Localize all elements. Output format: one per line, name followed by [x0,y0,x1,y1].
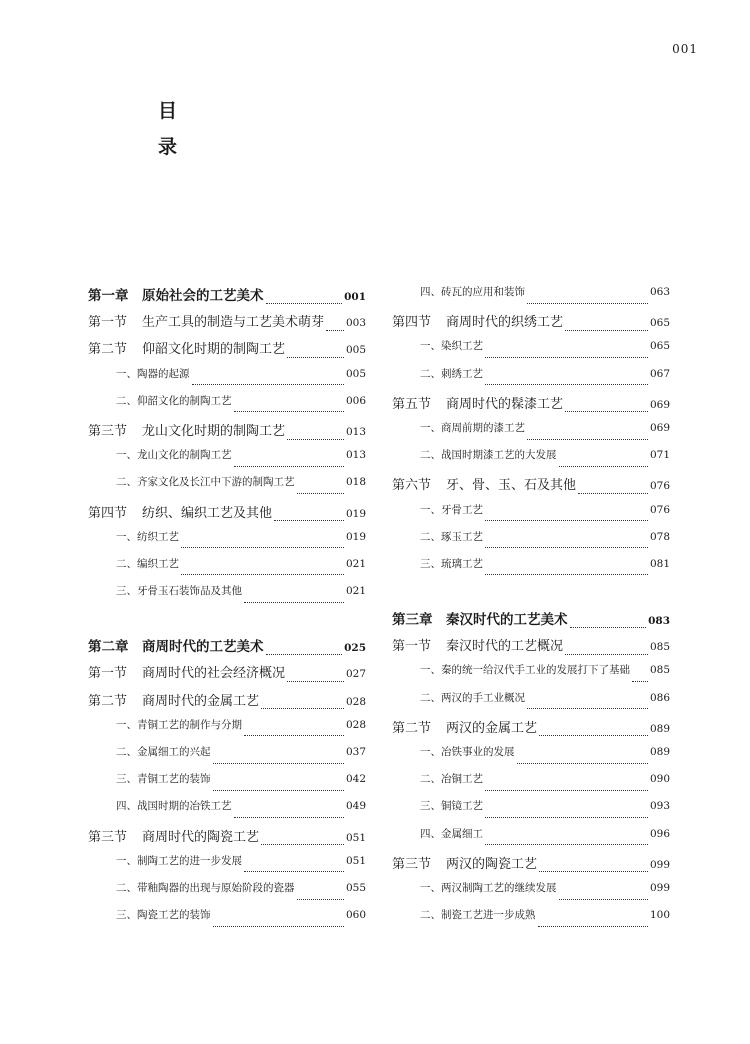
toc-entry-prefix: 一、 [420,503,441,516]
toc-entry-section[interactable] [88,338,366,365]
dot-leader [578,492,648,494]
toc-entry-label: 冶铁事业的发展 [441,746,515,758]
dot-leader [213,762,344,764]
toc-entry-page: 099 [649,881,670,894]
dot-leader [181,573,344,575]
toc-entry-chapter[interactable] [88,284,366,311]
dot-leader [539,734,648,736]
toc-entry-section[interactable] [392,717,670,744]
toc-entry-prefix: 第四节 [88,505,128,521]
dot-leader [485,789,648,791]
toc-entry-section[interactable] [392,635,670,662]
dot-leader [287,680,344,682]
toc-entry-label: 齐家文化及长江中下游的制陶工艺 [137,476,295,489]
toc-entry-page: 021 [345,585,366,598]
toc-entry-prefix: 一、 [116,367,137,380]
dot-leader [287,356,344,358]
dot-leader [485,573,648,575]
dot-leader [234,465,344,467]
toc-entry-label: 纺织工艺 [137,530,179,543]
toc-entry-page: 076 [649,503,670,516]
toc-entry-label: 龙山文化的制陶工艺 [137,449,232,462]
toc-entry-section[interactable] [392,393,670,420]
dot-leader [297,492,344,494]
toc-entry-sub[interactable] [392,366,670,393]
toc-entry-prefix: 第五节 [392,396,432,412]
toc-entry-sub[interactable] [392,662,670,689]
toc-entry-label: 金属细工的兴起 [137,746,211,758]
dot-leader [632,680,648,682]
toc-entry-sub[interactable] [392,826,670,853]
toc-entry-sub[interactable] [392,798,670,825]
dot-leader [527,438,648,440]
toc-entry-page: 099 [649,858,670,871]
toc-entry-label: 琉璃工艺 [441,557,483,570]
toc-entry-page: 013 [345,425,366,438]
toc-entry-label: 刺绣工艺 [441,367,483,380]
dot-leader [527,707,648,709]
toc-entry-label: 陶瓷工艺的装饰 [137,909,211,922]
toc-entry-label: 商周时代的金属工艺 [142,693,260,709]
toc-entry-sub[interactable] [392,502,670,529]
toc-entry-prefix: 一、 [116,530,137,543]
toc-entry-page: 025 [344,642,366,655]
toc-entry-sub[interactable] [392,556,670,583]
dot-leader [192,383,344,385]
dot-leader [261,707,344,709]
dot-leader [559,898,648,900]
toc-entry-label: 商周时代的陶瓷工艺 [142,829,260,845]
toc-entry-section[interactable] [88,690,366,717]
dot-leader [266,302,343,304]
toc-entry-label: 生产工具的制造与工艺美术萌芽 [142,315,325,331]
toc-entry-prefix: 二、 [420,773,441,786]
toc-entry-prefix: 四、 [116,800,137,813]
toc-entry-page: 093 [649,800,670,813]
toc-entry-page: 089 [649,746,670,758]
toc-entry-prefix: 一、 [420,746,441,758]
toc-entry-chapter[interactable] [88,635,366,662]
dot-leader [485,519,648,521]
toc-entry-sub[interactable] [88,447,366,474]
toc-entry-label: 牙骨玉石装饰品及其他 [137,585,242,598]
toc-entry-prefix: 第三节 [88,423,128,439]
toc-entry-label: 青铜工艺的制作与分期 [137,718,242,731]
toc-entry-label: 陶器的起源 [137,367,190,380]
toc-entry-chapter[interactable] [392,608,670,635]
toc-entry-page: 065 [649,340,670,353]
toc-entry-sub[interactable] [88,798,366,825]
toc-entry-sub[interactable] [392,744,670,771]
toc-entry-page: 083 [648,615,670,628]
toc-entry-label: 制陶工艺的进一步发展 [137,854,242,867]
toc-entry-label: 商周时代的髹漆工艺 [446,396,564,412]
toc-entry-page: 081 [649,557,670,570]
toc-entry-label: 青铜工艺的装饰 [137,773,211,786]
dot-leader [570,626,647,628]
toc-entry-label: 商周前期的漆工艺 [441,421,525,434]
toc-entry-sub[interactable] [88,717,366,744]
toc-entry-label: 编织工艺 [137,557,179,570]
toc-entry-page: 005 [345,367,366,380]
toc-entry-page: 021 [345,557,366,570]
toc-entry-sub[interactable] [392,284,670,311]
toc-entry-prefix: 第二节 [392,720,432,736]
toc-entry-page: 037 [345,746,366,758]
toc-entry-page: 076 [649,480,670,493]
toc-entry-prefix: 一、 [116,449,137,462]
toc-entry-prefix: 第二节 [88,693,128,709]
toc-entry-prefix: 三、 [116,773,137,786]
toc-entry-prefix: 三、 [420,557,441,570]
dot-leader [234,816,344,818]
toc-entry-prefix: 第二节 [88,342,128,358]
toc-entry-label: 两汉的手工业概况 [441,691,525,704]
toc-entry-prefix: 一、 [420,421,441,434]
toc-entry-sub[interactable] [392,338,670,365]
dot-leader [244,734,344,736]
toc-entry-sub[interactable] [392,907,670,934]
toc-entry-sub[interactable] [88,393,366,420]
toc-entry-label: 铜镜工艺 [441,800,483,813]
toc-entry-page: 027 [345,668,366,681]
toc-entry-page: 069 [649,421,670,434]
toc-entry-page: 013 [345,449,366,462]
toc-entry-page: 086 [649,691,670,704]
toc-entry-label: 商周时代的织绣工艺 [446,315,564,331]
toc-entry-prefix: 三、 [116,909,137,922]
toc-entry-label: 金属细工 [441,827,483,840]
toc-entry-prefix: 二、 [116,557,137,570]
dot-leader [274,519,344,521]
toc-entry-sub[interactable] [88,583,366,610]
dot-leader [287,438,344,440]
toc-entry-prefix: 第三节 [88,829,128,845]
dot-leader [517,762,648,764]
toc-entry-label: 商周时代的社会经济概况 [142,666,286,682]
toc-title-char-2: 录 [158,136,178,158]
toc-entry-label: 龙山文化时期的制陶工艺 [142,423,286,439]
toc-entry-page: 071 [649,449,670,462]
toc-entry-page: 019 [345,530,366,543]
dot-leader [297,898,344,900]
dot-leader [244,870,344,872]
toc-entry-prefix: 二、 [116,746,137,758]
dot-leader [261,843,344,845]
toc-entry-page: 085 [649,641,670,654]
dot-leader [266,653,343,655]
toc-entry-label: 染织工艺 [441,340,483,353]
toc-entry-page: 001 [344,291,366,303]
dot-leader [527,302,648,304]
toc-entry-label: 琢玉工艺 [441,530,483,543]
toc-entry-label: 制瓷工艺进一步成熟 [441,909,536,922]
dot-leader [181,546,344,548]
dot-leader [538,925,648,927]
toc-entry-section[interactable] [88,502,366,529]
toc-entry-prefix: 第二章 [88,639,129,656]
dot-leader [326,329,344,331]
toc-entry-page: 060 [345,909,366,922]
toc-entry-label: 秦汉时代的工艺美术 [446,612,568,629]
dot-leader [485,546,648,548]
toc-entry-label: 秦的统一给汉代手工业的发展打下了基础 [441,664,630,677]
toc-entry-page: 003 [345,317,366,330]
toc-entry-prefix: 二、 [116,881,137,894]
toc-entry-sub[interactable] [88,556,366,583]
toc-entry-sub[interactable] [392,447,670,474]
dot-leader [539,870,648,872]
toc-entry-page: 051 [345,831,366,844]
dot-leader [244,601,344,603]
dot-leader [485,356,648,358]
toc-entry-section[interactable] [392,853,670,880]
dot-leader [485,383,648,385]
toc-entry-sub[interactable] [88,744,366,771]
toc-entry-prefix: 二、 [420,367,441,380]
toc-entry-page: 018 [345,476,366,489]
toc-title-char-1: 目 [158,100,178,122]
toc-entry-label: 战国时期漆工艺的大发展 [441,449,557,462]
toc-entry-label: 冶铜工艺 [441,773,483,786]
dot-leader [559,465,648,467]
toc-entry-prefix: 二、 [420,530,441,543]
toc-entry-page: 069 [649,398,670,411]
toc-entry-page: 100 [649,909,670,922]
toc-entry-page: 055 [345,881,366,894]
toc-entry-label: 原始社会的工艺美术 [142,288,264,304]
toc-entry-prefix: 四、 [420,827,441,840]
toc-entry-sub[interactable] [88,771,366,798]
toc-entry-label: 牙、骨、玉、石及其他 [446,478,577,494]
toc-entry-label: 砖瓦的应用和装饰 [441,286,525,298]
toc-entry-page: 028 [345,695,366,708]
toc-entry-page: 089 [649,722,670,735]
toc-entry-page: 049 [345,800,366,813]
toc-entry-sub[interactable] [392,529,670,556]
dot-leader [213,789,344,791]
dot-leader [485,843,648,845]
toc-entry-label: 两汉的金属工艺 [446,720,538,736]
toc-entry-label: 秦汉时代的工艺概况 [446,639,564,655]
toc-entry-sub[interactable] [88,366,366,393]
toc-entry-prefix: 第一节 [88,666,128,682]
toc-entry-page: 090 [649,773,670,786]
toc-entry-label: 两汉制陶工艺的继续发展 [441,881,557,894]
dot-leader [565,329,648,331]
toc-entry-page: 051 [345,854,366,867]
toc-entry-section[interactable] [88,662,366,689]
toc-entry-prefix: 第三节 [392,856,432,872]
toc-column-left [88,284,366,934]
toc-entry-prefix: 二、 [420,449,441,462]
toc-entry-prefix: 一、 [420,881,441,894]
toc-entry-section[interactable] [392,311,670,338]
dot-leader [565,653,648,655]
toc-entry-label: 两汉的陶瓷工艺 [446,856,538,872]
toc-entry-page: 096 [649,827,670,840]
page-number: 001 [672,42,698,56]
toc-column-right [392,284,670,934]
toc-entry-page: 006 [345,394,366,407]
toc-entry-prefix: 第六节 [392,478,432,494]
toc-entry-label: 牙骨工艺 [441,503,483,516]
toc-entry-prefix: 一、 [420,340,441,353]
dot-leader [213,925,344,927]
toc-entry-prefix: 二、 [420,691,441,704]
toc-entry-sub[interactable] [392,690,670,717]
toc-entry-sub[interactable] [88,853,366,880]
toc-entry-prefix: 二、 [116,476,137,489]
toc-entry-label: 商周时代的工艺美术 [142,639,264,656]
toc-entry-section[interactable] [88,420,366,447]
toc-entry-sub[interactable] [88,529,366,556]
toc-entry-label: 仰韶文化时期的制陶工艺 [142,342,286,358]
toc-entry-page: 078 [649,530,670,543]
toc-entry-prefix: 一、 [420,664,441,677]
toc-entry-prefix: 三、 [116,585,137,598]
toc-entry-prefix: 三、 [420,800,441,813]
toc-entry-page: 063 [649,286,670,298]
toc-entry-section[interactable] [392,474,670,501]
toc-entry-prefix: 二、 [420,909,441,922]
toc-entry-prefix: 四、 [420,286,441,298]
toc-entry-page: 042 [345,773,366,786]
toc-entry-label: 带釉陶器的出现与原始阶段的瓷器 [137,881,295,894]
toc-entry-page: 019 [345,507,366,520]
toc-entry-sub[interactable] [88,474,366,501]
toc-entry-prefix: 第一章 [88,288,129,304]
toc-entry-prefix: 第三章 [392,612,433,629]
toc-entry-page: 065 [649,317,670,330]
toc-entry-label: 纺织、编织工艺及其他 [142,505,273,521]
toc-entry-sub[interactable] [392,771,670,798]
dot-leader [234,410,344,412]
toc-entry-label: 仰韶文化的制陶工艺 [137,394,232,407]
toc-entry-prefix: 一、 [116,718,137,731]
toc-entry-prefix: 一、 [116,854,137,867]
toc-entry-page: 028 [345,718,366,731]
toc-entry-prefix: 第四节 [392,315,432,331]
toc-entry-sub[interactable] [392,420,670,447]
toc-entry-section[interactable] [88,311,366,338]
toc-entry-page: 005 [345,344,366,357]
toc-entry-page: 067 [649,367,670,380]
toc-entry-prefix: 第一节 [392,639,432,655]
toc-entry-page: 085 [649,664,670,677]
toc-entry-sub[interactable] [88,880,366,907]
toc-entry-sub[interactable] [392,880,670,907]
dot-leader [565,410,648,412]
dot-leader [485,816,648,818]
toc-entry-prefix: 第一节 [88,315,128,331]
toc-entry-label: 战国时期的冶铁工艺 [137,800,232,813]
toc-entry-sub[interactable] [88,907,366,934]
toc-entry-section[interactable] [88,826,366,853]
toc-entry-prefix: 二、 [116,394,137,407]
